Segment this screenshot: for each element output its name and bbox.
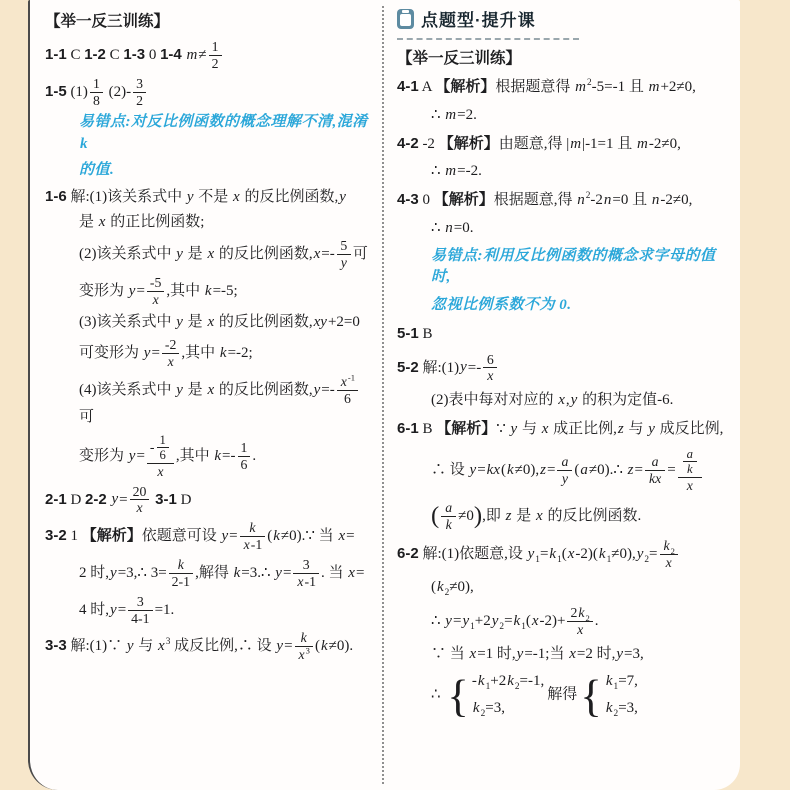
text-line: 易错点:利用反比例函数的概念求字母的值时, — [431, 247, 716, 286]
text-line: 变形为 y= $\frac{-5}{x}$ ,其中 k=-5; — [79, 274, 238, 307]
text-line: 4 时,y= $\frac{3}{4-1}$ =1. — [79, 593, 175, 626]
text-line: 1-6 解:(1)该关系式中 y 不是 x 的反比例函数,y — [45, 187, 346, 205]
text-line: ∵ 当 x=1 时,y=-1;当 x=2 时,y=3, — [431, 645, 644, 662]
text-line: 3-2 1 【解析】依题意可设 y= $\frac{k}{x-1}$ (k≠0).∵ 当 x= — [45, 520, 355, 553]
text-line: ∴ n=0. — [431, 219, 474, 236]
text-line: 4-1 A 【解析】根据题意得 $m^2-5=-1$ 且 m+2≠0, — [397, 78, 696, 95]
text-line: 1-1 C 1-2 C 1-3 0 1-4 m≠ $\frac{1}{2}$ — [45, 39, 374, 72]
answer-page — [28, 0, 740, 790]
text-line: ∴ 设 y=kx(k≠0),z= $\frac{a}{y}$ (a≠0).∴ z= $\frac{a}{kx}$ = $\frac{\frac{a}{k}}{x}$ — [397, 447, 732, 494]
clipboard-icon — [397, 9, 414, 29]
text-line: 6-1 B 【解析】∵ y 与 x 成正比例,z 与 y 成反比例, — [397, 419, 724, 437]
text-line: (4)该关系式中 y 是 x 的反比例函数,y=- $\frac{x^{-1}}{6}$ 可 — [45, 374, 374, 428]
text-line: 2 时,y=3,∴ 3= $\frac{k}{2-1}$ ,解得 k=3.∴ y= $\frac{3}{x-1}$ . 当 x= — [79, 557, 365, 589]
text-line: 忽视比例系数不为 0. — [431, 297, 572, 313]
text-line: 的值. — [79, 161, 115, 178]
text-line: ∴ $y=y_1+2y_2=k_1(x-2)+$ $\frac{2k_2}{x}$ . — [431, 604, 599, 637]
section-header-left: 【举一反三训练】 — [45, 13, 170, 30]
text-line: 5-1 B — [397, 324, 433, 342]
text-line: 4-3 0 【解析】根据题意,得 $n^2-2n=0$ 且 n-2≠0, — [397, 191, 693, 208]
text-line: 6-2 解:(1)依题意,设 $y_1=k_1(x-2)(k_1\ne 0),y_2=$ $\frac{k_2}{x}$ — [397, 538, 732, 571]
right-answer-lines — [397, 76, 732, 720]
text-line: (2)该关系式中 y 是 x 的反比例函数,x=- $\frac{5}{y}$ 可 — [79, 238, 368, 271]
text-line: 是 x 的正比例函数; — [79, 214, 205, 231]
text-line: 2-1 D 2-2 y= $\frac{20}{x}$ 3-1 D — [45, 483, 192, 516]
left-answer-lines — [45, 39, 374, 663]
text-line: ( $\frac{a}{k}$ ≠0),即 z 是 x 的反比例函数. — [431, 499, 642, 532]
text-line: ∴ m=2. — [431, 106, 477, 123]
text-line: 5-2 解:(1)y=- $\frac{6}{x}$ — [397, 352, 732, 385]
course-header — [397, 3, 579, 40]
text-line: (2)表中每对对应的 x,y 的积为定值-6. — [431, 392, 674, 409]
course-title: 点题型·提升课 — [421, 11, 536, 30]
text-line: 易错点:对反比例函数的概念理解不清,混淆 k — [79, 114, 368, 153]
text-line: 4-2 -2 【解析】由题意,得 |m|-1=1 且 m-2≠0, — [397, 134, 681, 152]
text-line: 3-3 解:(1)∵ y 与 $x^3$ 成反比例,∴ 设 y= $\frac{k}{x^3}$ (k≠0). — [45, 630, 354, 663]
left-column — [30, 0, 382, 790]
text-line: 变形为 y= - $\frac{1}{6}$ x ,其中 k=- $\frac{1}{6}$ . — [79, 432, 257, 479]
text-line: 1-5 (1) $\frac{1}{8}$ (2)- $\frac{3}{2}$ — [45, 76, 374, 109]
text-line: ∴ m=-2. — [431, 163, 482, 180]
text-line: $(k_2\ne 0)$, — [431, 579, 474, 599]
section-header-right: 【举一反三训练】 — [397, 50, 522, 67]
text-line: ∴ { $-k_1+2k_2=-1$, $k_2=3$, 解得 { $k_1=7$, $k_2=3$, — [431, 670, 638, 721]
right-column — [384, 0, 740, 790]
text-line: (3)该关系式中 y 是 x 的反比例函数,xy+2=0 — [79, 313, 360, 330]
text-line: 可变形为 y= $\frac{-2}{x}$ ,其中 k=-2; — [79, 337, 253, 370]
